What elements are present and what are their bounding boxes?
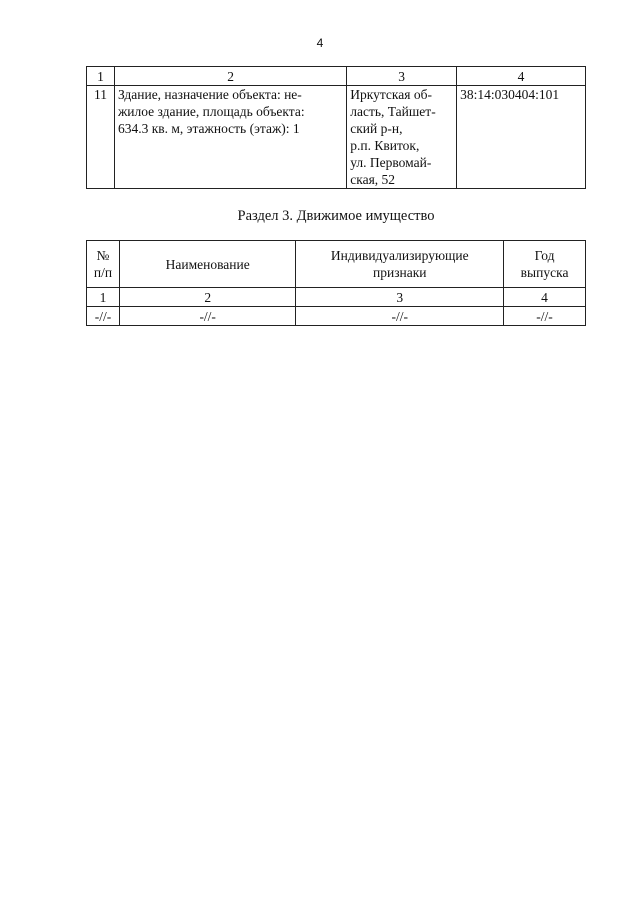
empty-value-cell: -//- bbox=[119, 307, 296, 326]
column-number-cell: 3 bbox=[296, 288, 504, 307]
column-number-cell: 4 bbox=[457, 67, 586, 86]
header-line: признаки bbox=[373, 265, 427, 280]
header-line: выпуска bbox=[520, 265, 569, 280]
address-line: р.п. Квиток, bbox=[350, 138, 420, 153]
description-line: жилое здание, площадь объекта: bbox=[117, 104, 305, 119]
real-estate-table bbox=[86, 66, 586, 189]
page-number: 4 bbox=[316, 36, 324, 50]
section-title: Раздел 3. Движимое имущество bbox=[237, 208, 435, 224]
column-numbers-row bbox=[87, 288, 586, 307]
empty-value-cell: -//- bbox=[296, 307, 504, 326]
empty-value-cell: -//- bbox=[87, 307, 120, 326]
description-line: 634.3 кв. м, этажность (этаж): 1 bbox=[117, 121, 300, 136]
object-address bbox=[347, 86, 457, 189]
row-number: 11 bbox=[87, 86, 115, 189]
header-identifying-features bbox=[296, 241, 504, 288]
header-line: Год bbox=[534, 248, 555, 263]
header-year bbox=[504, 241, 586, 288]
column-number-cell: 2 bbox=[119, 288, 296, 307]
table-header-row bbox=[87, 241, 586, 288]
cadastral-number: 38:14:030404:101 bbox=[457, 86, 586, 189]
description-line: Здание, назначение объекта: не- bbox=[117, 87, 302, 102]
header-line: Индивидуализирующие bbox=[330, 248, 469, 263]
header-line: п/п bbox=[93, 265, 113, 280]
object-description bbox=[114, 86, 346, 189]
header-name: Наименование bbox=[119, 241, 296, 288]
column-number-cell: 4 bbox=[504, 288, 586, 307]
table-row bbox=[87, 86, 586, 189]
column-number-cell: 2 bbox=[114, 67, 346, 86]
empty-value-cell: -//- bbox=[504, 307, 586, 326]
address-line: ский р-н, bbox=[350, 121, 403, 136]
column-number-cell: 1 bbox=[87, 67, 115, 86]
movable-property-table bbox=[86, 240, 586, 326]
address-line: ул. Первомай- bbox=[350, 155, 432, 170]
table-row bbox=[87, 307, 586, 326]
table-header-row bbox=[87, 67, 586, 86]
column-number-cell: 1 bbox=[87, 288, 120, 307]
address-line: Иркутская об- bbox=[350, 87, 432, 102]
address-line: ская, 52 bbox=[350, 172, 396, 187]
column-number-cell: 3 bbox=[347, 67, 457, 86]
address-line: ласть, Тайшет- bbox=[350, 104, 436, 119]
header-line: № bbox=[96, 248, 110, 263]
header-number bbox=[87, 241, 120, 288]
